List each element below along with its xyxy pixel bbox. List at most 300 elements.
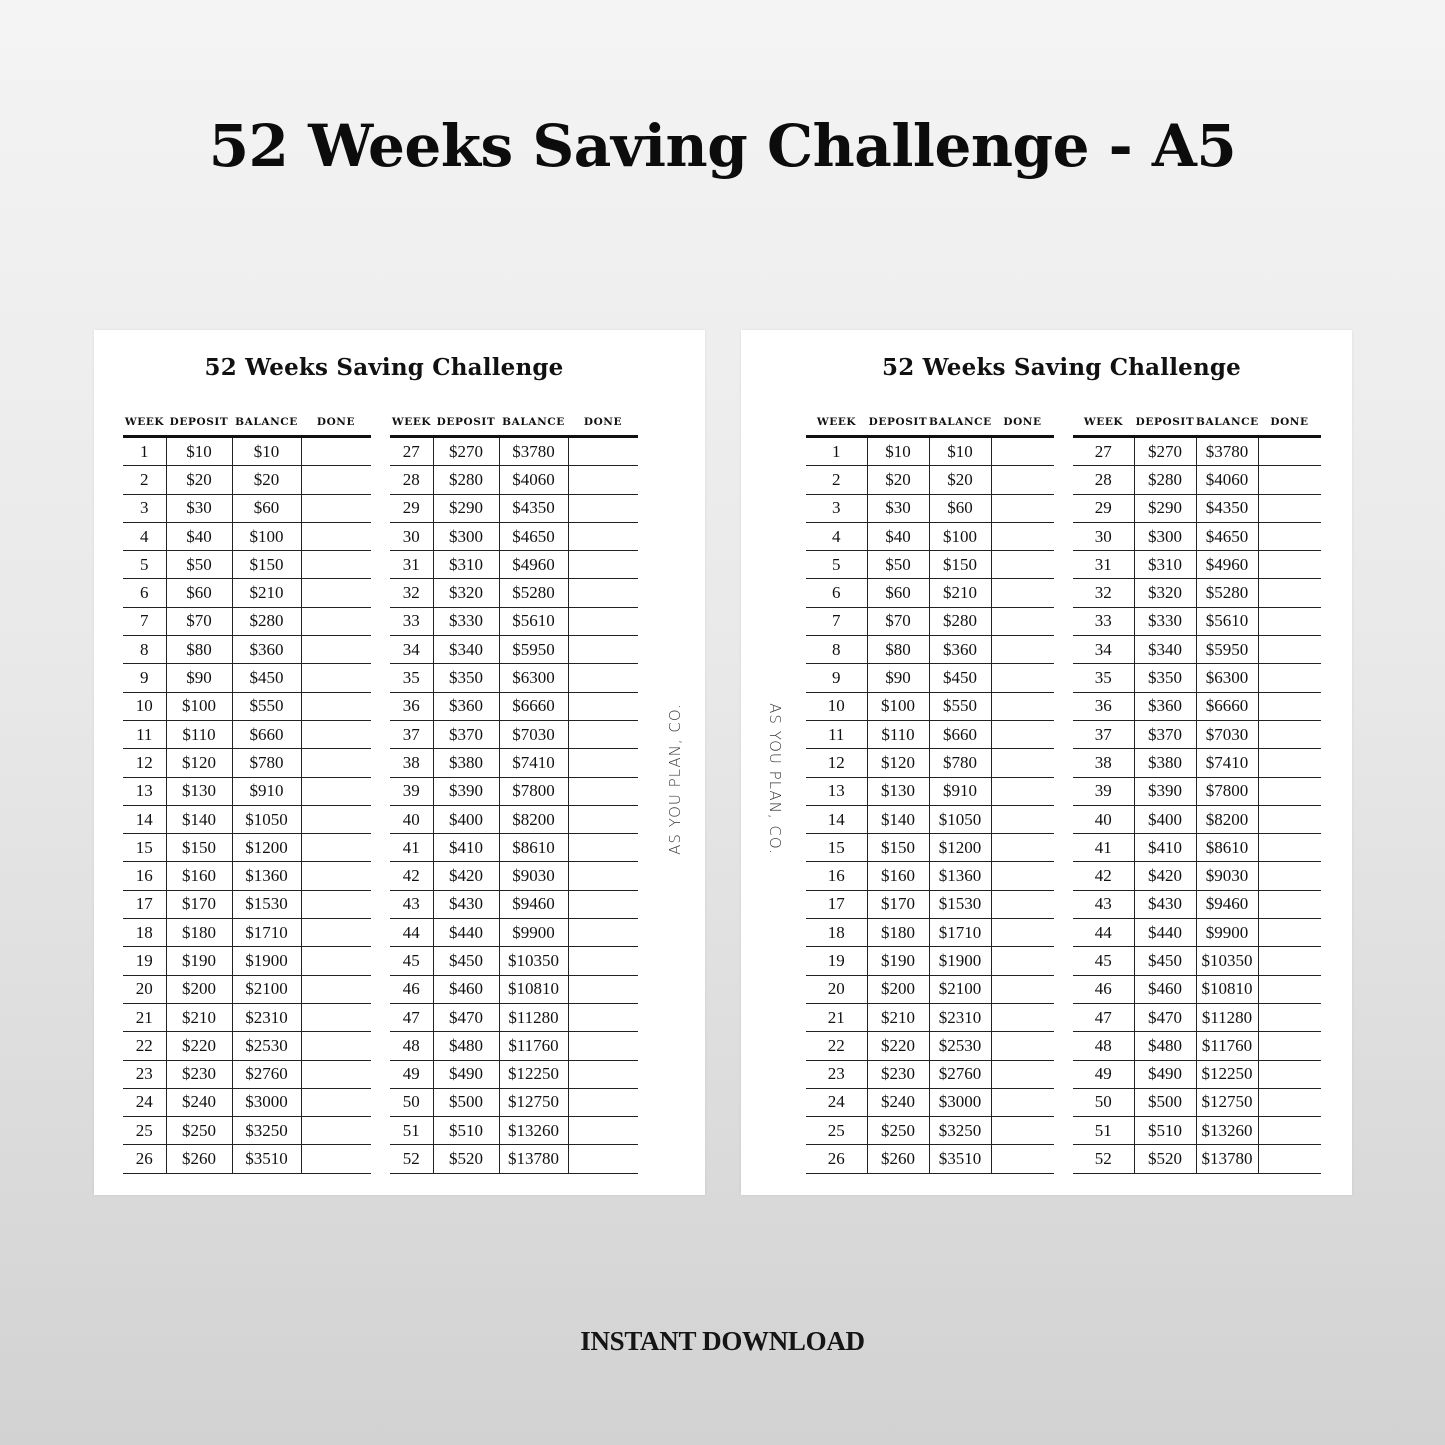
balance-cell: $1050 [929, 805, 991, 833]
table-row [806, 494, 1054, 522]
table-row [806, 975, 1054, 1003]
table-row [123, 947, 371, 975]
table-row [123, 890, 371, 918]
done-checkbox-cell[interactable] [301, 749, 371, 777]
balance-cell: $8610 [499, 834, 568, 862]
deposit-cell: $490 [1134, 1060, 1196, 1088]
done-checkbox-cell[interactable] [1258, 1117, 1321, 1145]
table-row [1073, 466, 1321, 494]
table-row [1073, 805, 1321, 833]
done-checkbox-cell[interactable] [301, 890, 371, 918]
done-checkbox-cell[interactable] [991, 749, 1054, 777]
done-checkbox-cell[interactable] [991, 551, 1054, 579]
deposit-cell: $270 [1134, 437, 1196, 466]
done-checkbox-cell[interactable] [301, 551, 371, 579]
table-row [1073, 777, 1321, 805]
balance-cell: $1360 [232, 862, 301, 890]
balance-cell: $2760 [232, 1060, 301, 1088]
week-cell: 15 [806, 834, 867, 862]
done-checkbox-cell[interactable] [568, 777, 638, 805]
week-cell: 20 [806, 975, 867, 1003]
deposit-cell: $330 [1134, 607, 1196, 635]
week-cell: 30 [390, 522, 433, 550]
done-checkbox-cell[interactable] [991, 947, 1054, 975]
done-checkbox-cell[interactable] [301, 947, 371, 975]
balance-cell: $7410 [1196, 749, 1258, 777]
done-checkbox-cell[interactable] [301, 607, 371, 635]
table-row [123, 1032, 371, 1060]
week-cell: 41 [390, 834, 433, 862]
table-row [390, 664, 638, 692]
done-checkbox-cell[interactable] [991, 1032, 1054, 1060]
deposit-cell: $460 [433, 975, 499, 1003]
table-row [806, 1032, 1054, 1060]
header-deposit: DEPOSIT [433, 408, 499, 437]
brand-text: AS YOU PLAN, CO. [666, 703, 684, 855]
done-checkbox-cell[interactable] [301, 720, 371, 748]
table-row [123, 777, 371, 805]
table-row [390, 890, 638, 918]
done-checkbox-cell[interactable] [1258, 805, 1321, 833]
done-checkbox-cell[interactable] [991, 890, 1054, 918]
deposit-cell: $100 [166, 692, 232, 720]
balance-cell: $1710 [929, 919, 991, 947]
balance-cell: $910 [232, 777, 301, 805]
table-row [806, 1003, 1054, 1031]
done-checkbox-cell[interactable] [1258, 466, 1321, 494]
deposit-cell: $140 [867, 805, 929, 833]
done-checkbox-cell[interactable] [991, 834, 1054, 862]
week-cell: 51 [1073, 1117, 1134, 1145]
done-checkbox-cell[interactable] [991, 1088, 1054, 1116]
header-balance: BALANCE [929, 408, 991, 437]
balance-cell: $12750 [499, 1088, 568, 1116]
deposit-cell: $460 [1134, 975, 1196, 1003]
deposit-cell: $320 [1134, 579, 1196, 607]
deposit-cell: $410 [1134, 834, 1196, 862]
week-cell: 50 [1073, 1088, 1134, 1116]
balance-cell: $360 [232, 636, 301, 664]
week-cell: 20 [123, 975, 166, 1003]
week-cell: 45 [1073, 947, 1134, 975]
done-checkbox-cell[interactable] [301, 1060, 371, 1088]
done-checkbox-cell[interactable] [1258, 437, 1321, 466]
week-cell: 35 [390, 664, 433, 692]
week-cell: 12 [123, 749, 166, 777]
done-checkbox-cell[interactable] [301, 494, 371, 522]
week-cell: 47 [390, 1003, 433, 1031]
done-checkbox-cell[interactable] [301, 1032, 371, 1060]
table-row [390, 862, 638, 890]
done-checkbox-cell[interactable] [568, 607, 638, 635]
table-row [390, 947, 638, 975]
deposit-cell: $420 [1134, 862, 1196, 890]
done-checkbox-cell[interactable] [1258, 1088, 1321, 1116]
done-checkbox-cell[interactable] [991, 466, 1054, 494]
done-checkbox-cell[interactable] [568, 437, 638, 466]
table-row [123, 1117, 371, 1145]
table-row [1073, 749, 1321, 777]
week-cell: 39 [390, 777, 433, 805]
week-cell: 43 [1073, 890, 1134, 918]
week-cell: 23 [806, 1060, 867, 1088]
done-checkbox-cell[interactable] [301, 834, 371, 862]
brand-watermark [660, 703, 690, 855]
done-checkbox-cell[interactable] [301, 1145, 371, 1173]
table-row [1073, 1145, 1321, 1173]
done-checkbox-cell[interactable] [568, 805, 638, 833]
done-checkbox-cell[interactable] [568, 1117, 638, 1145]
done-checkbox-cell[interactable] [1258, 947, 1321, 975]
done-checkbox-cell[interactable] [1258, 1032, 1321, 1060]
table-row [390, 1060, 638, 1088]
balance-cell: $4650 [499, 522, 568, 550]
done-checkbox-cell[interactable] [301, 437, 371, 466]
balance-cell: $1530 [232, 890, 301, 918]
deposit-cell: $90 [166, 664, 232, 692]
deposit-cell: $140 [166, 805, 232, 833]
done-checkbox-cell[interactable] [991, 636, 1054, 664]
week-cell: 13 [123, 777, 166, 805]
deposit-cell: $470 [433, 1003, 499, 1031]
done-checkbox-cell[interactable] [1258, 551, 1321, 579]
deposit-cell: $450 [1134, 947, 1196, 975]
weeks-table-1-26 [123, 408, 371, 1174]
table-row [806, 834, 1054, 862]
done-checkbox-cell[interactable] [1258, 1145, 1321, 1173]
done-checkbox-cell[interactable] [991, 805, 1054, 833]
done-checkbox-cell[interactable] [301, 579, 371, 607]
deposit-cell: $210 [166, 1003, 232, 1031]
done-checkbox-cell[interactable] [301, 664, 371, 692]
week-cell: 44 [1073, 919, 1134, 947]
balance-cell: $4350 [499, 494, 568, 522]
week-cell: 47 [1073, 1003, 1134, 1031]
done-checkbox-cell[interactable] [301, 1003, 371, 1031]
deposit-cell: $440 [433, 919, 499, 947]
deposit-cell: $470 [1134, 1003, 1196, 1031]
done-checkbox-cell[interactable] [568, 1003, 638, 1031]
week-cell: 9 [123, 664, 166, 692]
deposit-cell: $120 [867, 749, 929, 777]
balance-cell: $2530 [929, 1032, 991, 1060]
header-week: WEEK [390, 408, 433, 437]
balance-cell: $1360 [929, 862, 991, 890]
balance-cell: $7030 [1196, 720, 1258, 748]
deposit-cell: $290 [433, 494, 499, 522]
done-checkbox-cell[interactable] [1258, 749, 1321, 777]
balance-cell: $280 [232, 607, 301, 635]
done-checkbox-cell[interactable] [1258, 692, 1321, 720]
table-row [806, 607, 1054, 635]
week-cell: 34 [1073, 636, 1134, 664]
week-cell: 11 [806, 720, 867, 748]
done-checkbox-cell[interactable] [568, 749, 638, 777]
done-checkbox-cell[interactable] [301, 975, 371, 1003]
done-checkbox-cell[interactable] [568, 1060, 638, 1088]
done-checkbox-cell[interactable] [991, 720, 1054, 748]
balance-cell: $1900 [232, 947, 301, 975]
done-checkbox-cell[interactable] [991, 579, 1054, 607]
table-row [390, 1117, 638, 1145]
table-row [390, 692, 638, 720]
table-row [390, 1088, 638, 1116]
done-checkbox-cell[interactable] [568, 579, 638, 607]
done-checkbox-cell[interactable] [568, 466, 638, 494]
deposit-cell: $180 [867, 919, 929, 947]
balance-cell: $5610 [499, 607, 568, 635]
balance-cell: $3780 [1196, 437, 1258, 466]
deposit-cell: $380 [1134, 749, 1196, 777]
done-checkbox-cell[interactable] [301, 805, 371, 833]
done-checkbox-cell[interactable] [568, 522, 638, 550]
done-checkbox-cell[interactable] [568, 1032, 638, 1060]
balance-cell: $10810 [499, 975, 568, 1003]
table-row [123, 579, 371, 607]
balance-cell: $1200 [232, 834, 301, 862]
done-checkbox-cell[interactable] [1258, 975, 1321, 1003]
deposit-cell: $340 [433, 636, 499, 664]
done-checkbox-cell[interactable] [1258, 607, 1321, 635]
brand-text: AS YOU PLAN, CO. [766, 703, 784, 855]
week-cell: 43 [390, 890, 433, 918]
done-checkbox-cell[interactable] [568, 692, 638, 720]
deposit-cell: $30 [867, 494, 929, 522]
deposit-cell: $280 [433, 466, 499, 494]
done-checkbox-cell[interactable] [1258, 720, 1321, 748]
deposit-cell: $110 [166, 720, 232, 748]
done-checkbox-cell[interactable] [1258, 862, 1321, 890]
week-cell: 42 [1073, 862, 1134, 890]
done-checkbox-cell[interactable] [991, 692, 1054, 720]
week-cell: 52 [390, 1145, 433, 1173]
week-cell: 32 [390, 579, 433, 607]
done-checkbox-cell[interactable] [991, 777, 1054, 805]
balance-cell: $5280 [499, 579, 568, 607]
done-checkbox-cell[interactable] [568, 1088, 638, 1116]
done-checkbox-cell[interactable] [991, 1117, 1054, 1145]
week-cell: 18 [123, 919, 166, 947]
balance-cell: $12250 [1196, 1060, 1258, 1088]
week-cell: 11 [123, 720, 166, 748]
done-checkbox-cell[interactable] [301, 1088, 371, 1116]
week-cell: 31 [390, 551, 433, 579]
deposit-cell: $410 [433, 834, 499, 862]
week-cell: 9 [806, 664, 867, 692]
balance-cell: $10 [929, 437, 991, 466]
done-checkbox-cell[interactable] [1258, 919, 1321, 947]
deposit-cell: $500 [433, 1088, 499, 1116]
done-checkbox-cell[interactable] [301, 692, 371, 720]
table-row [806, 522, 1054, 550]
deposit-cell: $100 [867, 692, 929, 720]
done-checkbox-cell[interactable] [991, 607, 1054, 635]
week-cell: 27 [1073, 437, 1134, 466]
table-row [123, 720, 371, 748]
done-checkbox-cell[interactable] [568, 551, 638, 579]
done-checkbox-cell[interactable] [991, 1060, 1054, 1088]
done-checkbox-cell[interactable] [568, 494, 638, 522]
balance-cell: $9900 [499, 919, 568, 947]
deposit-cell: $310 [1134, 551, 1196, 579]
deposit-cell: $240 [867, 1088, 929, 1116]
deposit-cell: $450 [433, 947, 499, 975]
week-cell: 48 [1073, 1032, 1134, 1060]
done-checkbox-cell[interactable] [991, 862, 1054, 890]
table-row [123, 1145, 371, 1173]
table-row [1073, 890, 1321, 918]
balance-cell: $2100 [929, 975, 991, 1003]
balance-cell: $10350 [499, 947, 568, 975]
done-checkbox-cell[interactable] [1258, 777, 1321, 805]
balance-cell: $550 [929, 692, 991, 720]
week-cell: 21 [806, 1003, 867, 1031]
done-checkbox-cell[interactable] [1258, 1003, 1321, 1031]
done-checkbox-cell[interactable] [1258, 834, 1321, 862]
balance-cell: $9030 [1196, 862, 1258, 890]
balance-cell: $150 [232, 551, 301, 579]
done-checkbox-cell[interactable] [991, 1003, 1054, 1031]
deposit-cell: $160 [867, 862, 929, 890]
week-cell: 19 [806, 947, 867, 975]
table-row [123, 551, 371, 579]
done-checkbox-cell[interactable] [991, 1145, 1054, 1173]
balance-cell: $5610 [1196, 607, 1258, 635]
done-checkbox-cell[interactable] [568, 720, 638, 748]
done-checkbox-cell[interactable] [568, 975, 638, 1003]
table-row [1073, 494, 1321, 522]
table-row [123, 1060, 371, 1088]
week-cell: 5 [123, 551, 166, 579]
deposit-cell: $250 [166, 1117, 232, 1145]
table-row [390, 749, 638, 777]
deposit-cell: $190 [867, 947, 929, 975]
weeks-table-27-52 [390, 408, 638, 1174]
table-row [123, 466, 371, 494]
week-cell: 49 [390, 1060, 433, 1088]
deposit-cell: $400 [433, 805, 499, 833]
week-cell: 46 [1073, 975, 1134, 1003]
done-checkbox-cell[interactable] [568, 947, 638, 975]
table-row [1073, 720, 1321, 748]
done-checkbox-cell[interactable] [301, 862, 371, 890]
deposit-cell: $490 [433, 1060, 499, 1088]
table-row [806, 947, 1054, 975]
balance-cell: $10350 [1196, 947, 1258, 975]
week-cell: 29 [1073, 494, 1134, 522]
week-cell: 27 [390, 437, 433, 466]
table-row [390, 466, 638, 494]
week-cell: 18 [806, 919, 867, 947]
balance-cell: $13260 [1196, 1117, 1258, 1145]
balance-cell: $210 [232, 579, 301, 607]
done-checkbox-cell[interactable] [1258, 664, 1321, 692]
balance-cell: $11280 [499, 1003, 568, 1031]
done-checkbox-cell[interactable] [568, 890, 638, 918]
done-checkbox-cell[interactable] [991, 437, 1054, 466]
deposit-cell: $340 [1134, 636, 1196, 664]
balance-cell: $1200 [929, 834, 991, 862]
balance-cell: $660 [929, 720, 991, 748]
balance-cell: $60 [929, 494, 991, 522]
deposit-cell: $480 [433, 1032, 499, 1060]
table-row [1073, 1117, 1321, 1145]
week-cell: 3 [123, 494, 166, 522]
table-row [390, 494, 638, 522]
done-checkbox-cell[interactable] [301, 1117, 371, 1145]
balance-cell: $10 [232, 437, 301, 466]
week-cell: 44 [390, 919, 433, 947]
done-checkbox-cell[interactable] [301, 777, 371, 805]
done-checkbox-cell[interactable] [301, 636, 371, 664]
week-cell: 5 [806, 551, 867, 579]
balance-cell: $2100 [232, 975, 301, 1003]
done-checkbox-cell[interactable] [568, 834, 638, 862]
balance-cell: $450 [929, 664, 991, 692]
table-row [1073, 947, 1321, 975]
week-cell: 49 [1073, 1060, 1134, 1088]
deposit-cell: $10 [166, 437, 232, 466]
week-cell: 21 [123, 1003, 166, 1031]
week-cell: 19 [123, 947, 166, 975]
deposit-cell: $240 [166, 1088, 232, 1116]
balance-cell: $11760 [1196, 1032, 1258, 1060]
balance-cell: $450 [232, 664, 301, 692]
done-checkbox-cell[interactable] [1258, 636, 1321, 664]
done-checkbox-cell[interactable] [568, 664, 638, 692]
balance-cell: $4060 [499, 466, 568, 494]
done-checkbox-cell[interactable] [991, 919, 1054, 947]
done-checkbox-cell[interactable] [568, 636, 638, 664]
done-checkbox-cell[interactable] [991, 494, 1054, 522]
done-checkbox-cell[interactable] [991, 522, 1054, 550]
balance-cell: $2310 [929, 1003, 991, 1031]
deposit-cell: $430 [433, 890, 499, 918]
done-checkbox-cell[interactable] [568, 919, 638, 947]
done-checkbox-cell[interactable] [301, 466, 371, 494]
done-checkbox-cell[interactable] [1258, 1060, 1321, 1088]
brand-watermark [760, 703, 790, 855]
table-row [1073, 1032, 1321, 1060]
balance-cell: $100 [232, 522, 301, 550]
table-row [390, 579, 638, 607]
balance-cell: $5280 [1196, 579, 1258, 607]
table-row [123, 834, 371, 862]
table-row [806, 466, 1054, 494]
done-checkbox-cell[interactable] [568, 1145, 638, 1173]
done-checkbox-cell[interactable] [301, 919, 371, 947]
table-row [390, 607, 638, 635]
table-row [123, 607, 371, 635]
done-checkbox-cell[interactable] [568, 862, 638, 890]
balance-cell: $150 [929, 551, 991, 579]
done-checkbox-cell[interactable] [1258, 890, 1321, 918]
done-checkbox-cell[interactable] [301, 522, 371, 550]
table-row [806, 437, 1054, 466]
deposit-cell: $60 [867, 579, 929, 607]
done-checkbox-cell[interactable] [1258, 579, 1321, 607]
done-checkbox-cell[interactable] [1258, 494, 1321, 522]
done-checkbox-cell[interactable] [991, 664, 1054, 692]
table-row [123, 862, 371, 890]
done-checkbox-cell[interactable] [991, 975, 1054, 1003]
weeks-table-1-26 [806, 408, 1054, 1174]
table-row [806, 636, 1054, 664]
deposit-cell: $310 [433, 551, 499, 579]
done-checkbox-cell[interactable] [1258, 522, 1321, 550]
balance-cell: $8200 [1196, 805, 1258, 833]
balance-cell: $9900 [1196, 919, 1258, 947]
